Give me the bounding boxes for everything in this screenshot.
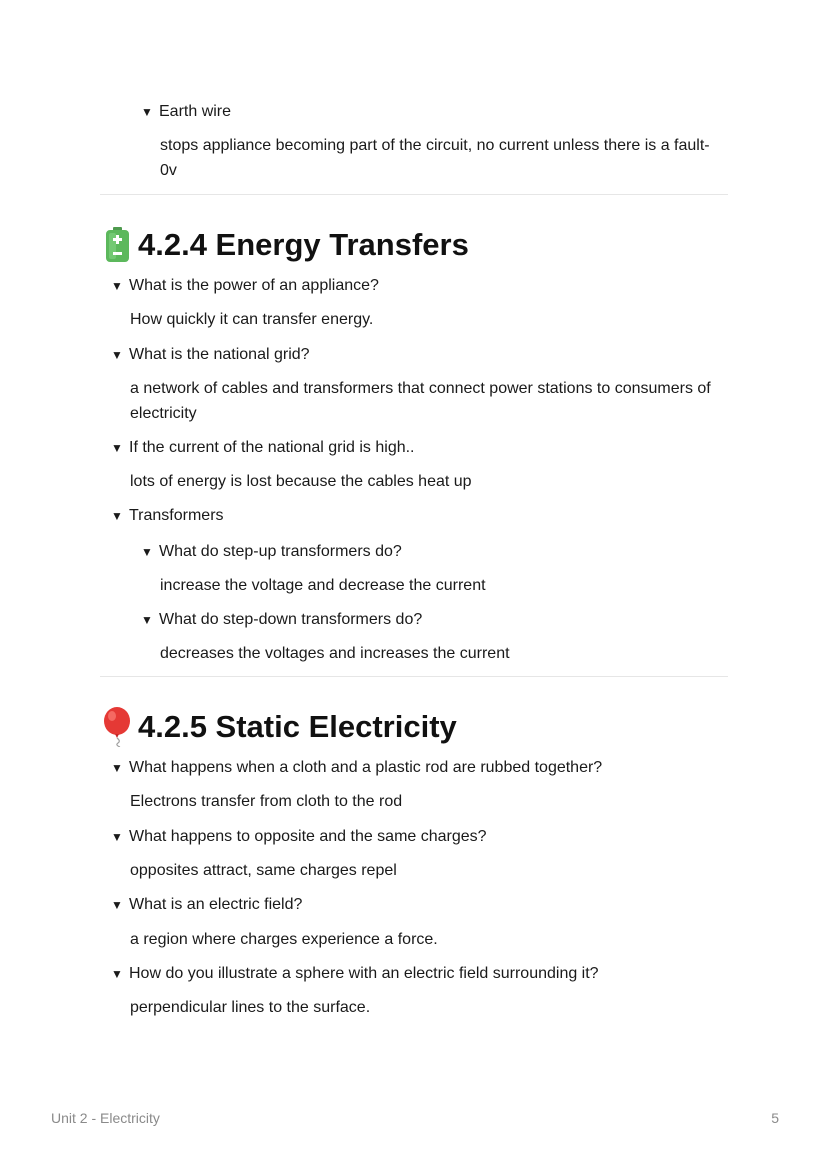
toggle-item[interactable] — [111, 962, 599, 986]
toggle-answer: Electrons transfer from cloth to the rod — [130, 793, 403, 810]
toggle-item[interactable] — [141, 608, 422, 632]
toggle-question: What is an electric field? — [129, 896, 303, 913]
toggle-answer: a network of cables and transformers that connect power stations to consumers of electricity — [130, 380, 711, 422]
toggle-triangle-icon[interactable]: ▼ — [141, 613, 153, 627]
toggle-question: What happens when a cloth and a plastic rod are rubbed together? — [129, 759, 603, 776]
toggle-answer: decreases the voltages and increases the current — [160, 645, 510, 662]
toggle-earth-wire[interactable] — [141, 100, 231, 124]
battery-icon — [101, 225, 138, 263]
toggle-answer: How quickly it can transfer energy. — [130, 311, 374, 328]
toggle-question: What do step-down transformers do? — [159, 611, 423, 628]
toggle-triangle-icon[interactable]: ▼ — [111, 761, 123, 775]
toggle-question: What is the national grid? — [129, 346, 310, 363]
toggle-item[interactable] — [111, 825, 487, 849]
page-number: 5 — [771, 1110, 779, 1126]
toggle-answer: increase the voltage and decrease the current — [160, 577, 486, 594]
toggle-question: Transformers — [129, 507, 224, 524]
section-heading-energy-transfers — [101, 225, 469, 265]
toggle-item[interactable] — [111, 274, 379, 298]
toggle-question: Earth wire — [159, 103, 232, 120]
toggle-triangle-icon[interactable]: ▼ — [111, 898, 123, 912]
toggle-triangle-icon[interactable]: ▼ — [111, 967, 123, 981]
divider — [100, 676, 728, 677]
toggle-question: What happens to opposite and the same charges? — [129, 828, 487, 845]
section-title: 4.2.5 Static Electricity — [138, 709, 457, 744]
footer-title: Unit 2 - Electricity — [51, 1110, 160, 1126]
toggle-triangle-icon[interactable]: ▼ — [141, 545, 153, 559]
toggle-answer: a region where charges experience a force. — [130, 931, 438, 948]
section-heading-static-electricity — [101, 707, 457, 747]
balloon-icon — [101, 707, 138, 745]
toggle-answer: stops appliance becoming part of the circuit, no current unless there is a fault- 0v — [160, 137, 710, 179]
toggle-triangle-icon[interactable]: ▼ — [111, 279, 123, 293]
toggle-triangle-icon[interactable]: ▼ — [141, 105, 153, 119]
toggle-triangle-icon[interactable]: ▼ — [111, 348, 123, 362]
toggle-triangle-icon[interactable]: ▼ — [111, 509, 123, 523]
toggle-item[interactable] — [111, 343, 310, 367]
toggle-triangle-icon[interactable]: ▼ — [111, 830, 123, 844]
toggle-item[interactable] — [111, 756, 602, 780]
toggle-question: What do step-up transformers do? — [159, 543, 402, 560]
toggle-answer: opposites attract, same charges repel — [130, 862, 397, 879]
divider — [100, 194, 728, 195]
toggle-transformers[interactable] — [111, 504, 224, 528]
toggle-item[interactable] — [111, 893, 302, 917]
toggle-triangle-icon[interactable]: ▼ — [111, 441, 123, 455]
toggle-answer: perpendicular lines to the surface. — [130, 999, 371, 1016]
toggle-question: How do you illustrate a sphere with an electric field surrounding it? — [129, 965, 599, 982]
toggle-answer: lots of energy is lost because the cables heat up — [130, 473, 472, 490]
toggle-question: If the current of the national grid is high.. — [129, 439, 415, 456]
section-title: 4.2.4 Energy Transfers — [138, 227, 469, 262]
toggle-question: What is the power of an appliance? — [129, 277, 379, 294]
toggle-item[interactable] — [111, 436, 415, 460]
toggle-item[interactable] — [141, 540, 402, 564]
